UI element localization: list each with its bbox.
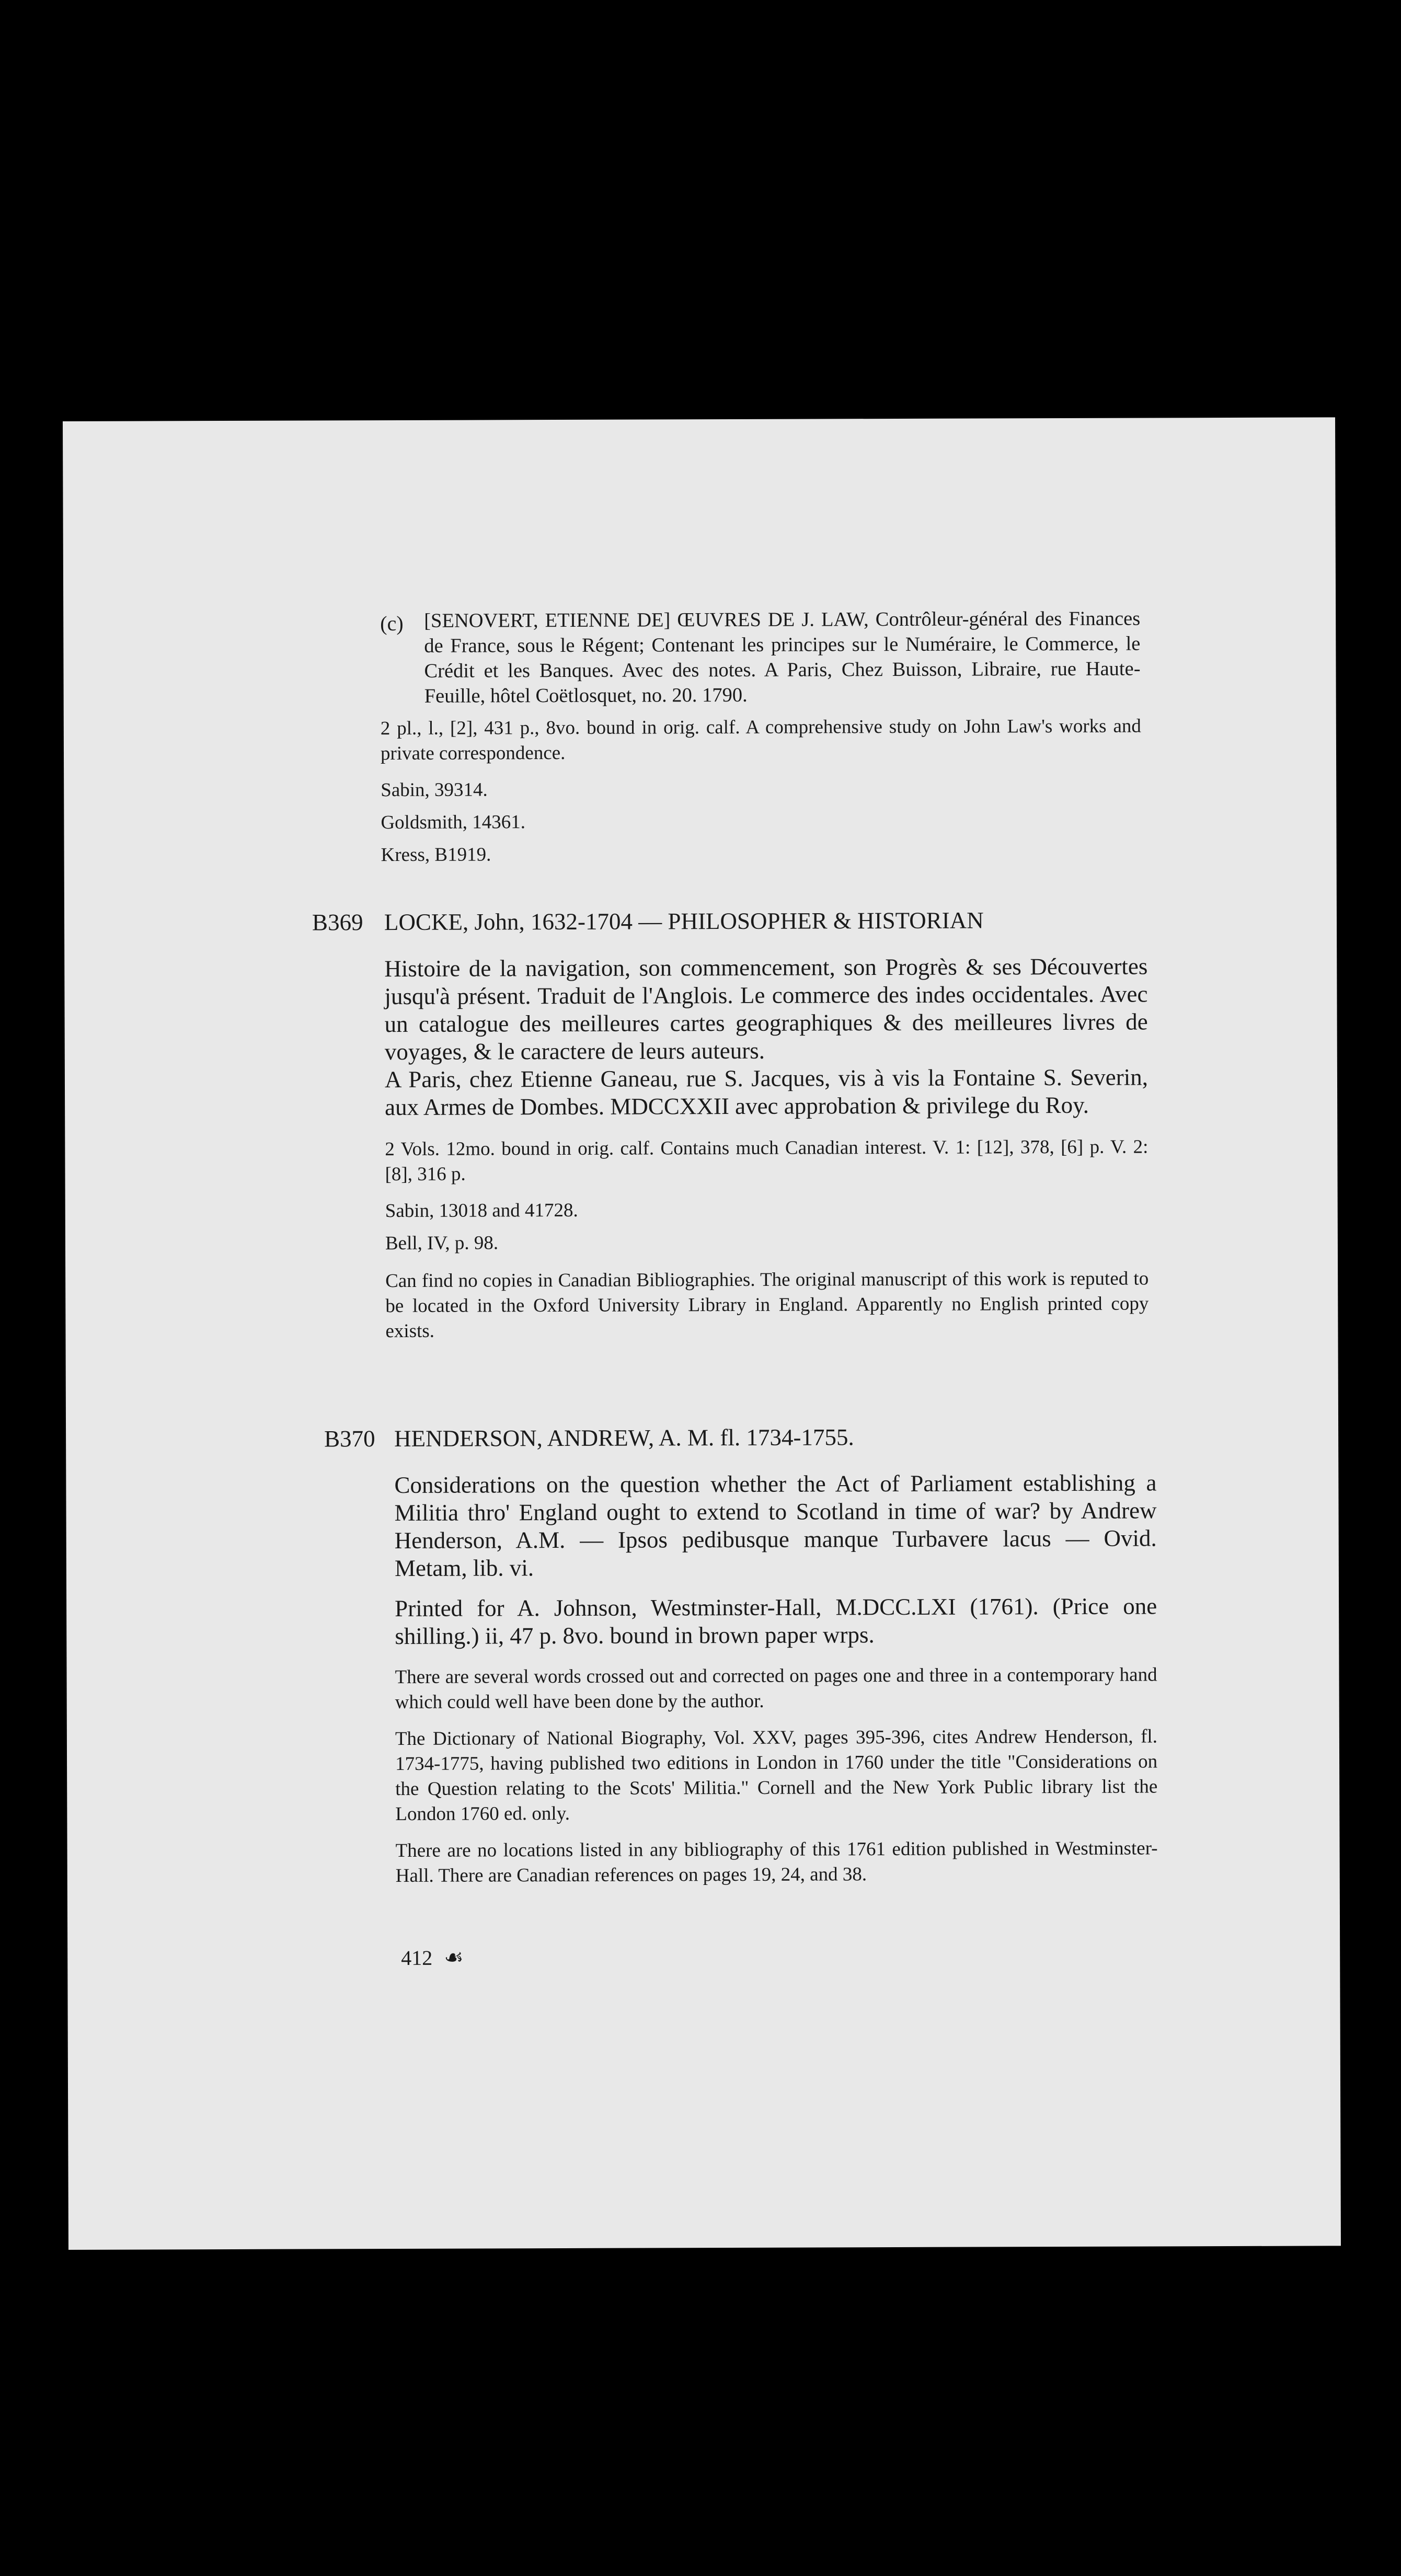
entry-b369-body xyxy=(384,906,1149,1344)
entry-b369-collation: 2 Vols. 12mo. bound in orig. calf. Contains much Canadian interest. V. 1: [12], 378, [6] p. V. 2: [8], 316 p. xyxy=(385,1136,1149,1186)
entry-c-collation: 2 pl., l., [2], 431 p., 8vo. bound in orig. calf. A comprehensive study on John Law's works and private correspondence. xyxy=(380,715,1141,765)
entry-b370-heading: HENDERSON, ANDREW, A. M. fl. 1734-1755. xyxy=(394,1424,854,1452)
entry-b370-title: Considerations on the question whether the Act of Parliament establishing a Militia thro' England ought to extend to Scotland in time of war? by Andrew Henderson, A.M. — Ipsos pedibusque manque Turbavere lacus — Ovid. Metam, lib. vi. xyxy=(394,1469,1157,1582)
entry-b370-imprint: Printed for A. Johnson, Westminster-Hall, M.DCC.LXI (1761). (Price one shilling.) ii, 47 p. 8vo. bound in brown paper wrps. xyxy=(395,1593,1157,1650)
ornament-icon: ☙ xyxy=(444,1946,464,1970)
entry-b369-ref-2: Bell, IV, p. 98. xyxy=(385,1232,499,1255)
entry-c-label: (c) xyxy=(380,611,404,636)
entry-b369-ref-1: Sabin, 13018 and 41728. xyxy=(385,1199,578,1222)
entry-c-title-block xyxy=(424,606,1141,709)
document-page xyxy=(63,417,1341,2250)
entry-b370-body xyxy=(394,1422,1158,1889)
entry-c-ref-2: Goldsmith, 14361. xyxy=(381,811,525,834)
entry-b369-note: Can find no copies in Canadian Bibliographies. The original manuscript of this work is reputed to be located in the Oxford University Library in England. Apparently no English printed copy exists. xyxy=(385,1268,1149,1342)
entry-b369-title: Histoire de la navigation, son commencement, son Progrès & ses Découvertes jusqu'à présent. Traduit de l'Anglois. Le commerce des indes occidentales. Avec un catalogue des meilleures cartes geographiques & des meilleures livres de voyages, & le caractere de leurs auteurs. xyxy=(384,953,1148,1065)
entry-c-ref-3: Kress, B1919. xyxy=(381,844,491,866)
entry-c-ref-1: Sabin, 39314. xyxy=(381,779,488,801)
entry-b370-note-1: There are several words crossed out and corrected on pages one and three in a contemporary hand which could well have been done by the author. xyxy=(395,1664,1157,1714)
entry-b370-note-3: There are no locations listed in any bibliography of this 1761 edition published in Westminster-Hall. There are Canadian references on pages 19, 24, and 38. xyxy=(395,1837,1158,1887)
entry-b369-id: B369 xyxy=(312,909,363,936)
entry-c-body xyxy=(381,714,1142,868)
entry-b370-note-2: The Dictionary of National Biography, Vol. XXV, pages 395-396, cites Andrew Henderson, fl. 1734-1775, having published two editions in London in 1760 under the title "Considerations on the Question relating to the Scots' Militia." Cornell and the New York Public library list the London 1760 ed. only. xyxy=(395,1726,1158,1825)
page-number: 412 xyxy=(401,1946,433,1970)
page-footer xyxy=(401,1946,464,1971)
entry-b369-imprint: A Paris, chez Etienne Ganeau, rue S. Jacques, vis à vis la Fontaine S. Severin, aux Armes de Dombes. MDCCXXII avec approbation & privilege du Roy. xyxy=(384,1064,1149,1121)
entry-c-title: [SENOVERT, ETIENNE DE] ŒUVRES DE J. LAW, Contrôleur-général des Finances de France, sous le Régent; Contenant les principes sur le Numéraire, le Commerce, le Crédit et les Banques. Avec des notes. A Paris, Chez Buisson, Libraire, rue Haute-Feuille, hôtel Coëtlosquet, no. 20. 1790. xyxy=(424,607,1141,707)
entry-b369-heading: LOCKE, John, 1632-1704 — PHILOSOPHER & HISTORIAN xyxy=(384,907,984,936)
entry-b370-id: B370 xyxy=(324,1425,375,1452)
